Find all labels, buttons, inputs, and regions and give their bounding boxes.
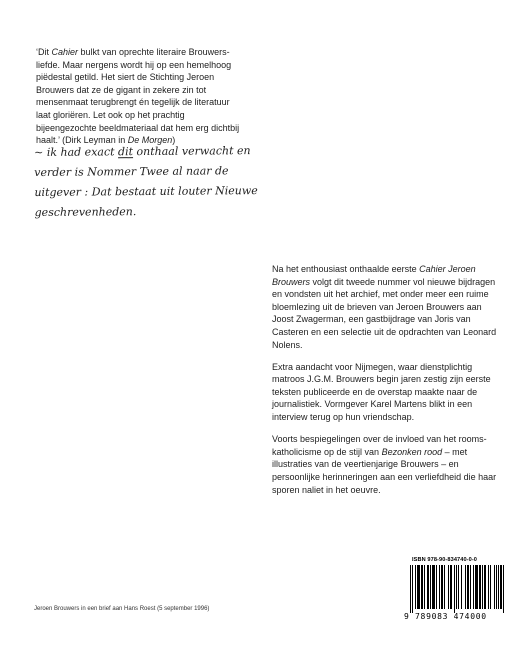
barcode-bars: [410, 565, 507, 613]
p3-em: Bezonken rood: [381, 446, 443, 457]
barcode-bar: [467, 565, 469, 609]
barcode-bar: [421, 565, 423, 609]
press-quote: [36, 46, 241, 147]
isbn-barcode: [402, 555, 510, 627]
barcode-bar: [488, 565, 489, 609]
barcode-bar: [410, 565, 411, 613]
barcode-bar: [417, 565, 420, 609]
barcode-bar: [482, 565, 483, 609]
barcode-bar: [412, 565, 413, 613]
barcode-bar: [479, 565, 481, 609]
photo-caption: Jeroen Brouwers in een brief aan Hans Roest (5 september 1996): [34, 606, 210, 612]
barcode-bar: [415, 565, 416, 609]
barcode-bar: [475, 565, 478, 609]
isbn-label: ISBN 978-90-834740-0-0: [412, 557, 478, 563]
barcode-bar: [503, 565, 504, 613]
barcode-bar: [484, 565, 486, 609]
blurb-paragraph-3: [272, 433, 498, 496]
barcode-bar: [432, 565, 435, 609]
barcode-bar: [500, 565, 502, 609]
hand-part2: onthaal verwacht en verder is Nommer Twee al naar de uitgever : Dat bestaat uit louter Nieuwe geschrevenheden.: [34, 144, 258, 219]
barcode-bar: [444, 565, 445, 609]
barcode-bar: [441, 565, 443, 609]
hand-underlined: dit: [117, 145, 134, 159]
barcode-bar: [498, 565, 499, 609]
quote-em-morgen: De Morgen: [127, 135, 173, 146]
barcode-bar: [490, 565, 491, 609]
quote-text: bulkt van oprechte literaire Brouwers-liefde. Maar nergens wordt hij op een hemelhoog piëdestal getild. Het siert de Stichting Jeroen Brouwers dat ze de gigant in zekere zin tot mensenmaat terugbrengt én tegelijk de literatuur laat gloriëren. Let ook op het prachtig bijeengezochte beeldmateriaal dat hem erg dichtbij haalt.’ (Dirk Leyman in: [36, 47, 240, 146]
barcode-digits: 9 789083 474000: [404, 612, 487, 621]
barcode-bar: [473, 565, 474, 609]
barcode-bar: [461, 565, 462, 609]
handwritten-note: [34, 141, 275, 223]
hand-part1: ~ ik had exact: [34, 145, 119, 159]
barcode-bar: [496, 565, 497, 609]
barcode-bar: [436, 565, 437, 609]
barcode-bar: [427, 565, 429, 609]
p1-pre: Na het enthousiast onthaalde eerste: [272, 264, 420, 274]
p3-pre: Voorts bespiegelingen over de invloed van het rooms-katholicisme op de stijl van: [272, 434, 487, 457]
blurb-paragraph-2: Extra aandacht voor Nijmegen, waar dienstplichtig matroos J.G.M. Brouwers begin jaren zestig zijn eerste teksten publiceerde en de overstap maakte naar de journalistiek. Vormgever Karel Martens blikt in een interview terug op hun vriendschap.: [272, 361, 491, 423]
barcode-bar: [424, 565, 425, 609]
p1-post: volgt dit tweede nummer vol nieuwe bijdragen en vondsten uit het archief, met onder meer een ruime bloemlezing uit de brieven van Jeroen Brouwers aan Joost Zwagerman, een gastbijdrage van Joris van Casteren en een selectie uit de opdrachten van Leonard Nolens.: [272, 276, 497, 350]
barcode-bar: [465, 565, 466, 609]
barcode-bar: [454, 565, 455, 613]
barcode-bar: [448, 565, 449, 609]
barcode-bar: [450, 565, 452, 609]
barcode-bar: [430, 565, 431, 609]
barcode-bar: [470, 565, 471, 609]
barcode-bar: [494, 565, 495, 609]
barcode-bar: [456, 565, 457, 609]
blurb: [272, 263, 498, 506]
barcode-bar: [439, 565, 440, 609]
p1-em: Cahier Jeroen Brouwers: [272, 264, 476, 287]
p3-post: – met illustraties van de veertienjarige Brouwers – en persoonlijke herinneringen aan een verliefdheid die haar sporen naliet in het oeuvre.: [272, 446, 497, 495]
quote-open: ‘Dit: [36, 47, 52, 57]
blurb-paragraph-1: [272, 263, 498, 351]
barcode-bar: [458, 565, 459, 609]
quote-close: ): [172, 135, 176, 146]
quote-em-cahier: Cahier: [51, 47, 79, 57]
